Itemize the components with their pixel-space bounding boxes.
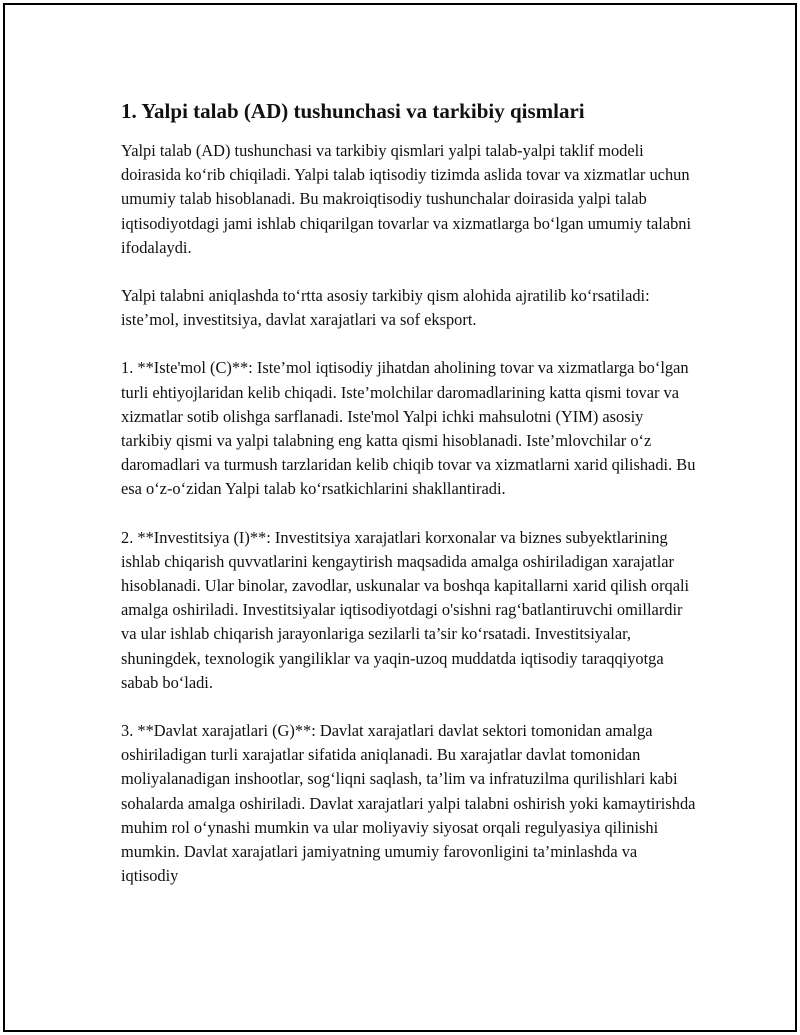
paragraph-components-overview: Yalpi talabni aniqlashda to‘rtta asosiy tarkibiy qism alohida ajratilib ko‘rsatiladi: iste’mol, investitsiya, davlat xarajatlari va sof eksport. (121, 286, 650, 330)
page-frame (3, 3, 797, 1032)
paragraph-investment: 2. **Investitsiya (I)**: Investitsiya xarajatlari korxonalar va biznes subyektlarining ishlab chiqarish quvvatlarini kengaytirish maqsadida amalga oshiriladigan xarajatlar hisoblanadi. Ular binolar, zavodlar, uskunalar va boshqa kapitallarni xarid qilish orqali amalga oshiriladi. Investitsiyalar iqtisodiyotdagi o'sishni rag‘batlantiruvchi omillardir va ular ishlab chiqarish jarayonlariga sezilarli ta’sir ko‘rsatadi. Investitsiyalar, shuningdek, texnologik yangiliklar va yaqin-uzoq muddatda iqtisodiy taraqqiyotga sabab bo‘ladi. (121, 527, 690, 692)
document-body (121, 97, 696, 912)
paragraph-government-spending: 3. **Davlat xarajatlari (G)**: Davlat xarajatlari davlat sektori tomonidan amalga oshiriladigan turli xarajatlar sifatida aniqlanadi. Bu xarajatlar davlat tomonidan moliyalanadigan inshootlar, sog‘liqni saqlash, ta’lim va infratuzilma qurilishlari kabi sohalarda amalga oshiriladi. Davlat xarajatlari yalpi talabni oshirish yoki kamaytirishda muhim rol o‘ynashi mumkin va ular moliyaviy siyosat orqali regulyasiya qilinishi mumkin. Davlat xarajatlari jamiyatning umumiy farovonligini ta’minlashda va iqtisodiy (121, 721, 696, 886)
paragraph-consumption: 1. **Iste'mol (C)**: Iste’mol iqtisodiy jihatdan aholining tovar va xizmatlarga bo‘lgan turli ehtiyojlaridan kelib chiqadi. Iste’molchilar daromadlarining katta qismi tovar va xizmatlar sotib olishga sarflanadi. Iste'mol Yalpi ichki mahsulotni (YIM) asosiy tarkibiy qismi va yalpi talabning eng katta qismi hisoblanadi. Iste’mlovchilar o‘z daromadlari va turmush tarzlaridan kelib chiqib tovar va xizmatlarni xarid qilishadi. Bu esa o‘z-o‘zidan Yalpi talab ko‘rsatkichlarini shakllantiradi. (121, 358, 696, 499)
paragraph-intro: Yalpi talab (AD) tushunchasi va tarkibiy qismlari yalpi talab-yalpi taklif modeli doirasida ko‘rib chiqiladi. Yalpi talab iqtisodiy tizimda aslida tovar va xizmatlar uchun umumiy talab hisoblanadi. Bu makroiqtisodiy tushunchalar doirasida yalpi talab iqtisodiyotdagi jami ishlab chiqarilgan tovarlar va xizmatlarga bo‘lgan umumiy talabni ifodalaydi. (121, 141, 692, 257)
section-heading: 1. Yalpi talab (AD) tushunchasi va tarkibiy qismlari (121, 99, 585, 123)
